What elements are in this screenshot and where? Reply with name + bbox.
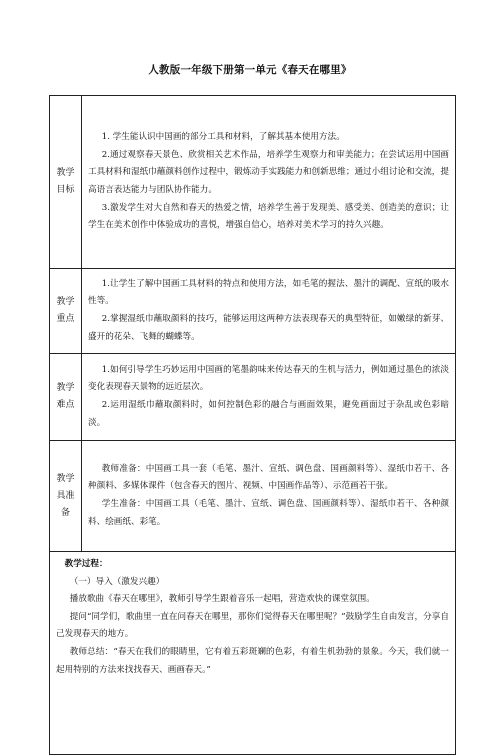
difficulty-item-1: 1.如何引导学生巧妙运用中国画的笔墨韵味来传达春天的生机与活力，例如通过墨色的浓淡变化表现春天景物的远近层次。 <box>88 364 449 393</box>
goal-item-3: 3.激发学生对大自然和春天的热爱之情，培养学生善于发现美、感受美、创造美的意识；让学生在美术创作中体验成功的喜悦，增强自信心，培养对美术学习的持久兴趣。 <box>88 202 449 231</box>
goals-content <box>82 96 456 269</box>
row-label-text: 教学目标 <box>56 168 75 195</box>
process-heading: 教学过程： <box>64 559 108 569</box>
document-title: 人教版一年级下册第一单元《春天在哪里》 <box>148 64 352 76</box>
row-label-preparation <box>50 441 82 552</box>
row-label-text: 教学具准备 <box>56 473 75 518</box>
process-step-title: （一）导入（激发兴趣） <box>69 576 165 587</box>
row-label-text: 教学难点 <box>56 383 75 410</box>
goal-item-2: 2.通过观察春天景色、欣赏相关艺术作品，培养学生观察力和审美能力；在尝试运用中国画工具材料和湿纸巾蘸颜料创作过程中，锻炼动手实践能力和创新思维；通过小组讨论和交流，提高语言表达能力与团队协作能力。 <box>88 149 449 195</box>
preparation-content <box>82 441 456 552</box>
table-row-preparation <box>50 441 456 552</box>
preparation-teacher: 教师准备：中国画工具一套（毛笔、墨汁、宣纸、调色盘、国画颜料等）、湿纸巾若干、各种颜料、多媒体课件（包含春天的图片、视频、中国画作品等）、示范画若干张。 <box>88 463 449 492</box>
table-row-key-points <box>50 269 456 354</box>
key-points-content <box>82 269 456 354</box>
lesson-plan-table <box>49 95 456 755</box>
goal-item-1: 1. 学生能认识中国画的部分工具和材料，了解其基本使用方法。 <box>101 132 345 143</box>
preparation-student: 学生准备：中国画工具（毛笔、墨汁、宣纸、调色盘、国画颜料等）、湿纸巾若干、各种颜料、绘画纸、彩笔。 <box>88 499 449 527</box>
process-paragraph: 提问“同学们，歌曲里一直在问春天在哪里，那你们觉得春天在哪里呢？”鼓励学生自由发言，分享自己发现春天的地方。 <box>56 611 449 640</box>
key-point-item-1: 1.让学生了解中国画工具材料的特点和使用方法，如毛笔的握法、墨汁的调配、宣纸的吸水性等。 <box>88 278 449 307</box>
table-row-difficulties <box>50 354 456 441</box>
table-row-process <box>50 552 456 755</box>
row-label-text: 教学重点 <box>56 297 75 324</box>
row-label-goals <box>50 96 82 269</box>
difficulty-item-2: 2.运用湿纸巾蘸取颜料时，如何控制色彩的融合与画面效果，避免画面过于杂乱或色彩暗淡。 <box>88 400 449 428</box>
table-row-goals <box>50 96 456 269</box>
difficulties-content <box>82 354 456 441</box>
process-paragraph: 播放歌曲《春天在哪里》，教师引导学生跟着音乐一起唱，营造欢快的课堂氛围。 <box>69 594 375 605</box>
process-content <box>50 552 456 755</box>
process-paragraph: 教师总结：“春天在我们的眼睛里，它有着五彩斑斓的色彩，有着生机勃勃的景象。今天，我们就一起用特别的方法来找找春天、画画春天。” <box>56 646 449 675</box>
key-point-item-2: 2.掌握湿纸巾蘸取颜料的技巧，能够运用这两种方法表现春天的典型特征，如嫩绿的新芽、盛开的花朵、飞舞的蝴蝶等。 <box>88 314 449 342</box>
row-label-difficulties <box>50 354 82 441</box>
row-label-key-points <box>50 269 82 354</box>
